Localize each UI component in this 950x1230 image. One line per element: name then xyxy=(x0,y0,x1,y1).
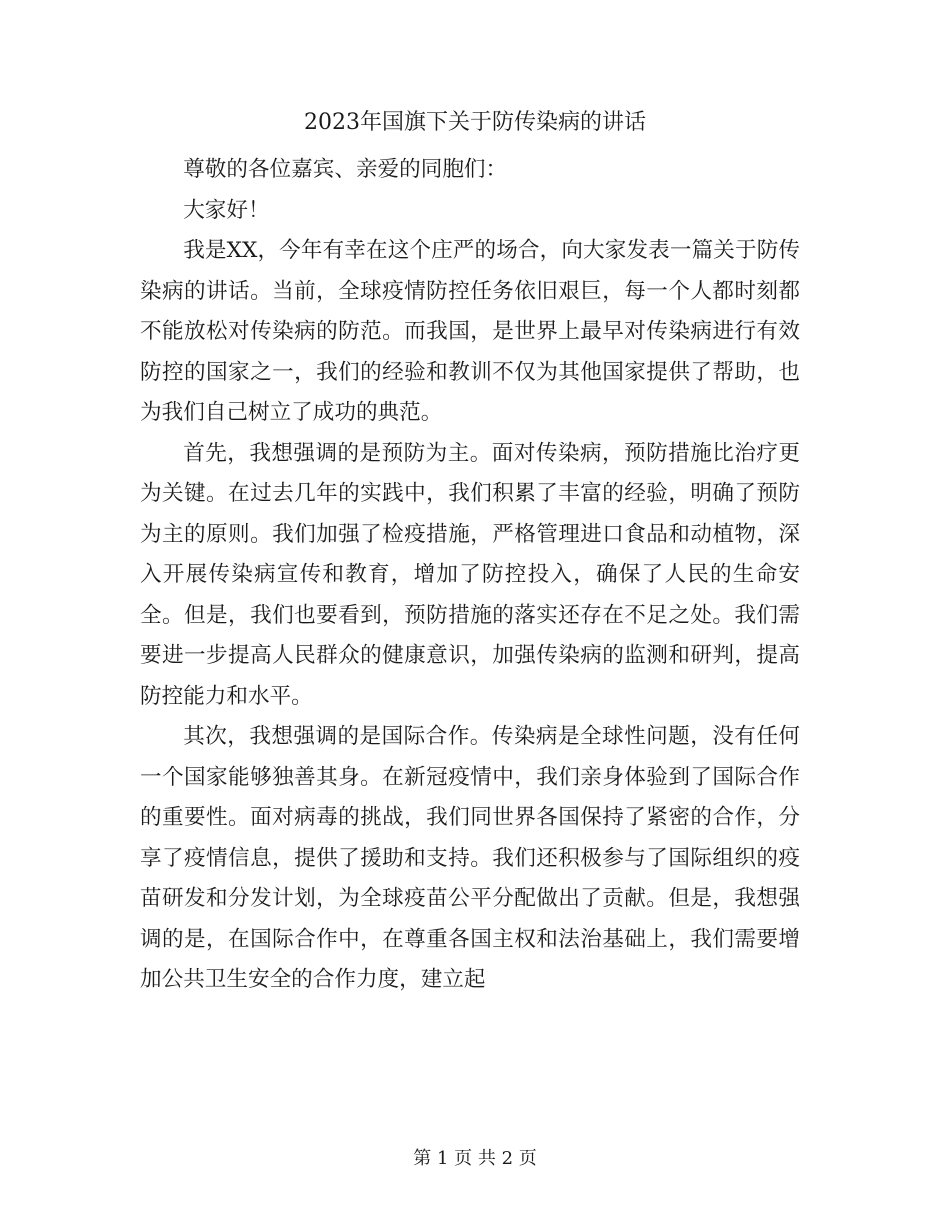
intro-paragraph: 我是XX，今年有幸在这个庄严的场合，向大家发表一篇关于防传染病的讲话。当前，全球疫情防控任务依旧艰巨，每一个人都时刻都不能放松对传染病的防范。而我国，是世界上最早对传染病进行有效防控的国家之一，我们的经验和教训不仅为其他国家提供了帮助，也为我们自己树立了成功的典范。 xyxy=(140,238,800,425)
salutation-paragraph: 尊敬的各位嘉宾、亲爱的同胞们： xyxy=(183,157,508,182)
page-footer: 第 1 页 共 2 页 xyxy=(413,1148,537,1169)
greeting-paragraph: 大家好！ xyxy=(183,197,270,223)
document-body xyxy=(140,150,800,1001)
document-title: 2023年国旗下关于防传染病的讲话 xyxy=(304,110,646,135)
prevention-paragraph: 首先，我想强调的是预防为主。面对传染病，预防措施比治疗更为关键。在过去几年的实践中，我们积累了丰富的经验，明确了预防为主的原则。我们加强了检疫措施，严格管理进口食品和动植物，深入开展传染病宣传和教育，增加了防控投入，确保了人民的生命安全。但是，我们也要看到，预防措施的落实还存在不足之处。我们需要进一步提高人民群众的健康意识，加强传染病的监测和研判，提高防控能力和水平。 xyxy=(140,440,800,709)
cooperation-paragraph: 其次，我想强调的是国际合作。传染病是全球性问题，没有任何一个国家能够独善其身。在新冠疫情中，我们亲身体验到了国际合作的重要性。面对病毒的挑战，我们同世界各国保持了紧密的合作，分享了疫情信息，提供了援助和支持。我们还积极参与了国际组织的疫苗研发和分发计划，为全球疫苗公平分配做出了贡献。但是，我想强调的是，在国际合作中，在尊重各国主权和法治基础上，我们需要增加公共卫生安全的合作力度，建立起 xyxy=(140,724,800,992)
